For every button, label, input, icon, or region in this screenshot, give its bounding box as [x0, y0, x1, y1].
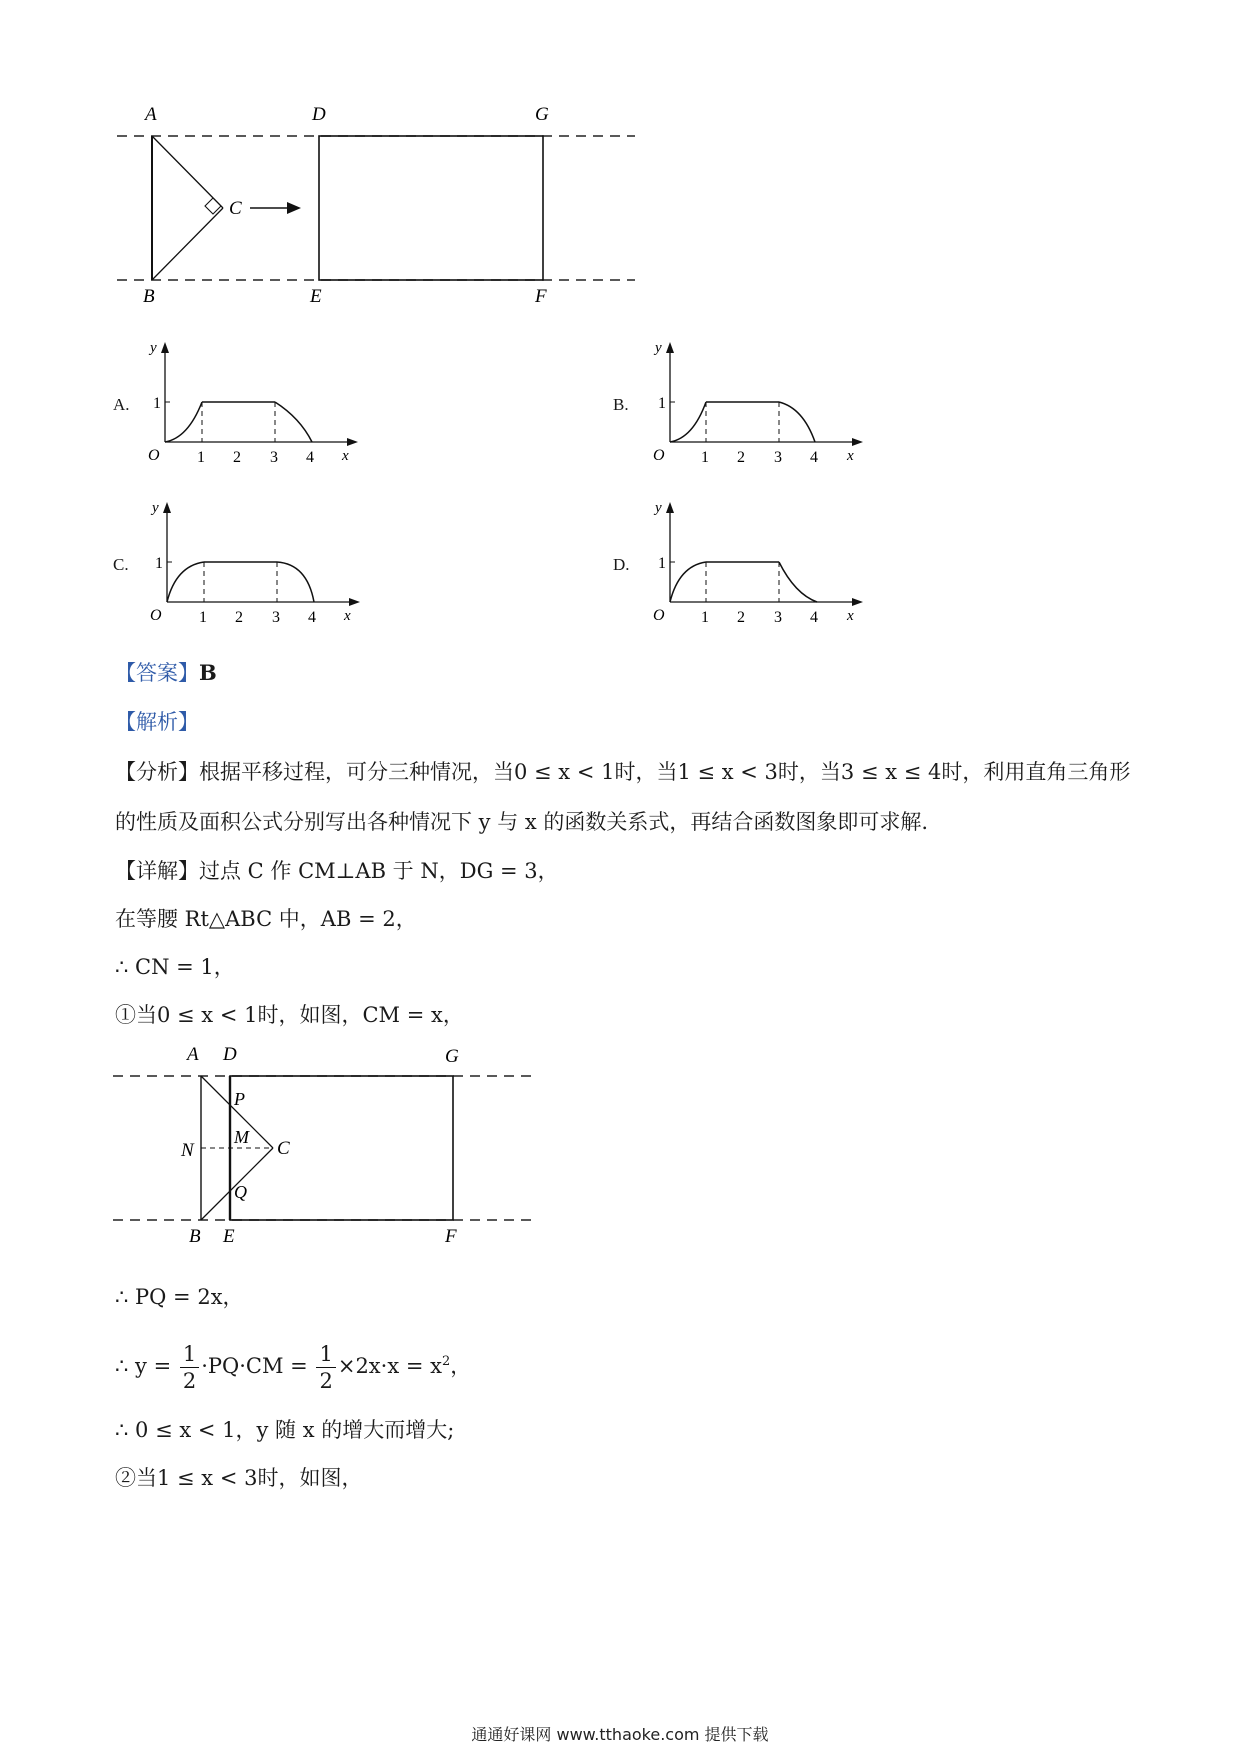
axis-x: x — [342, 448, 349, 464]
fraction-1 — [180, 1341, 199, 1394]
detail-line-4 — [115, 1000, 464, 1030]
label-E: E — [310, 286, 322, 307]
tick-x1: 1 — [199, 609, 207, 626]
axis-x: x — [344, 608, 351, 624]
detail-text-7: ∴ 0 ≤ x < 1，y 随 x 的增大而增大; — [115, 1418, 455, 1442]
tick-x4: 4 — [810, 449, 818, 466]
axis-y: y — [150, 340, 157, 356]
tick-y1: 1 — [658, 395, 666, 412]
formula-pre: ∴ y = — [115, 1354, 172, 1378]
axis-y: y — [152, 500, 159, 516]
tick-x3: 3 — [774, 449, 782, 466]
case1-geometry-figure — [105, 1042, 545, 1252]
tick-x4: 4 — [308, 609, 316, 626]
tick-x2: 2 — [737, 449, 745, 466]
detail-text-2: 在等腰 Rt△ABC 中，AB = 2， — [115, 907, 417, 931]
option-d-graph — [645, 498, 875, 630]
label-N: N — [181, 1140, 194, 1161]
option-c-graph — [142, 498, 372, 630]
tick-x3: 3 — [774, 609, 782, 626]
detail-text-4: ①当0 ≤ x < 1时，如图，CM = x， — [115, 1003, 464, 1027]
label-C: C — [277, 1138, 290, 1159]
formula-post: ×2x·x = x — [337, 1354, 442, 1378]
tick-x2: 2 — [235, 609, 243, 626]
label-P: P — [234, 1089, 245, 1109]
detail-text-3: ∴ CN = 1， — [115, 955, 235, 979]
option-a-label: A. — [113, 395, 130, 414]
origin: O — [148, 447, 160, 464]
option-b-graph — [645, 338, 875, 470]
label-D: D — [223, 1044, 237, 1065]
axis-y: y — [655, 500, 662, 516]
tick-y1: 1 — [658, 555, 666, 572]
analysis-subtag: 【分析】 — [115, 760, 199, 784]
main-geometry-figure — [105, 100, 645, 310]
detail-tag: 【详解】 — [115, 859, 199, 883]
tick-x1: 1 — [701, 609, 709, 626]
label-M: M — [234, 1127, 249, 1147]
answer-value: B — [199, 660, 217, 685]
origin: O — [150, 607, 162, 624]
option-a-graph — [140, 338, 370, 470]
option-b-label: B. — [613, 395, 629, 414]
origin: O — [653, 447, 665, 464]
page-footer: 通通好课网 www.tthaoke.com 提供下载 — [471, 1725, 769, 1744]
detail-line-3 — [115, 952, 235, 982]
option-d-label: D. — [613, 555, 630, 574]
fraction-1-num: 1 — [180, 1341, 199, 1368]
origin: O — [653, 607, 665, 624]
tick-x1: 1 — [701, 449, 709, 466]
label-B: B — [189, 1226, 201, 1247]
axis-y: y — [655, 340, 662, 356]
analysis-text-1: 根据平移过程，可分三种情况，当0 ≤ x < 1时，当1 ≤ x < 3时，当3 ≤ x ≤ 4时，利用直角三角形 — [199, 760, 1131, 784]
analysis-line-2 — [115, 807, 928, 837]
detail-line-1 — [115, 856, 559, 886]
analysis-text-2: 的性质及面积公式分别写出各种情况下 y 与 x 的函数关系式，再结合函数图象即可求解. — [115, 810, 929, 834]
tick-x4: 4 — [810, 609, 818, 626]
detail-line-7 — [115, 1415, 454, 1445]
fraction-2 — [316, 1341, 335, 1394]
formula-end: ， — [450, 1354, 472, 1378]
fraction-2-den: 2 — [319, 1369, 333, 1393]
tick-x4: 4 — [306, 449, 314, 466]
label-F: F — [445, 1226, 457, 1247]
detail-text-1: 过点 C 作 CM⊥AB 于 N，DG = 3， — [199, 859, 559, 883]
fraction-1-den: 2 — [182, 1369, 197, 1393]
label-G: G — [535, 104, 549, 125]
label-E: E — [223, 1226, 235, 1247]
tick-y1: 1 — [155, 555, 163, 572]
analysis-line-1 — [115, 757, 1130, 787]
label-A: A — [187, 1044, 199, 1065]
label-B: B — [143, 286, 155, 307]
axis-x: x — [847, 608, 854, 624]
label-A: A — [145, 104, 157, 125]
tick-x2: 2 — [737, 609, 745, 626]
label-Q: Q — [234, 1182, 247, 1202]
option-c-label: C. — [113, 555, 129, 574]
formula-sup: 2 — [441, 1354, 451, 1369]
label-C: C — [229, 198, 242, 219]
label-D: D — [312, 104, 326, 125]
detail-line-8 — [115, 1463, 362, 1493]
formula-mid: ·PQ·CM = — [201, 1354, 308, 1378]
detail-text-8: ②当1 ≤ x < 3时，如图， — [115, 1466, 363, 1490]
tick-x3: 3 — [270, 449, 278, 466]
analysis-tag: 【解析】 — [115, 710, 199, 734]
axis-x: x — [847, 448, 854, 464]
fraction-2-num: 1 — [316, 1341, 335, 1368]
tick-x3: 3 — [272, 609, 280, 626]
tick-y1: 1 — [153, 395, 161, 412]
analysis-heading — [115, 707, 199, 737]
label-G: G — [445, 1046, 459, 1067]
tick-x1: 1 — [197, 449, 205, 466]
answer-tag: 【答案】 — [115, 661, 199, 685]
detail-formula — [115, 1327, 471, 1397]
detail-line-2 — [115, 904, 417, 934]
detail-line-5 — [115, 1282, 244, 1312]
tick-x2: 2 — [233, 449, 241, 466]
answer-line — [115, 658, 217, 688]
detail-text-5: ∴ PQ = 2x， — [115, 1285, 244, 1309]
label-F: F — [535, 286, 547, 307]
